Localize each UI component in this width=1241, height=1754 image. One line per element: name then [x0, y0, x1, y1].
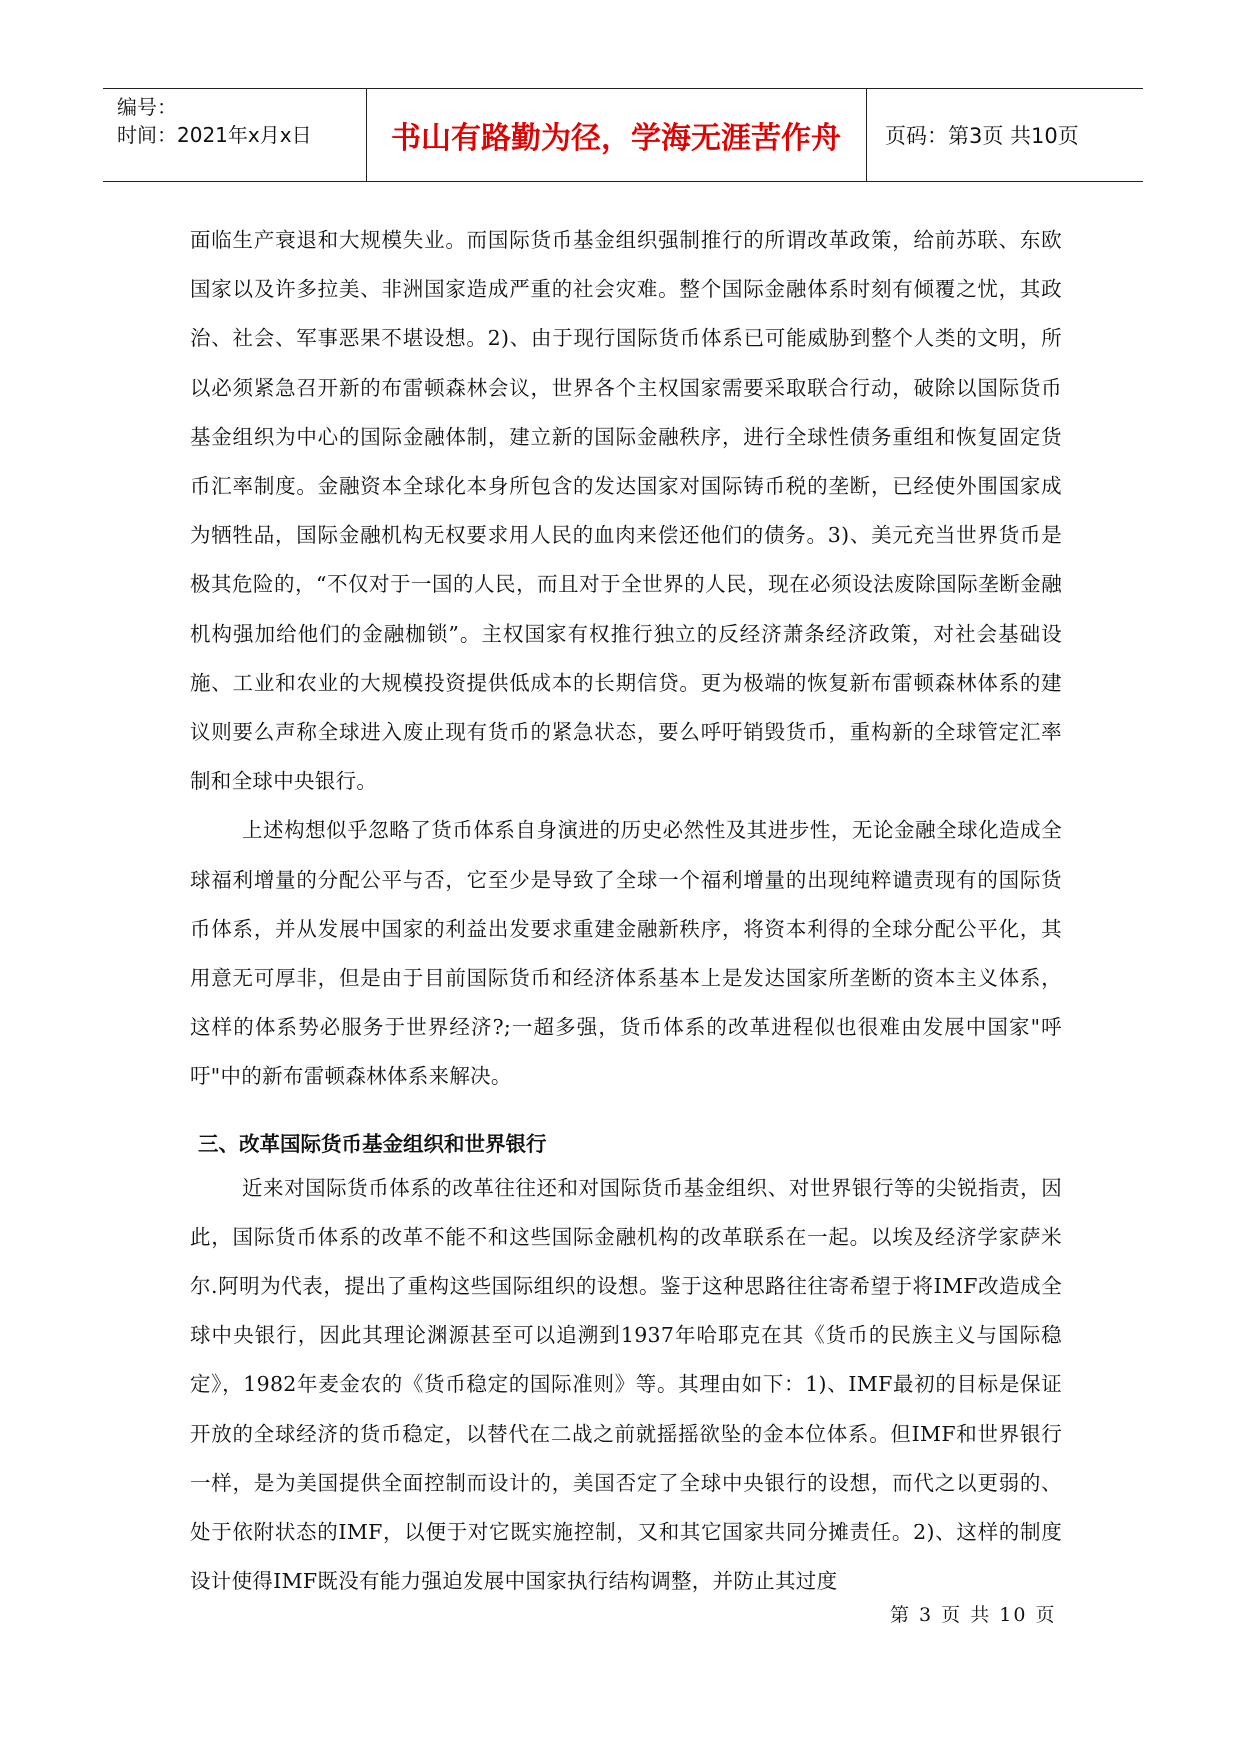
header-motto: 书山有路勤为径，学海无涯苦作舟 — [391, 121, 841, 156]
body-paragraph-3: 近来对国际货币体系的改革往往还和对国际货币基金组织、对世界银行等的尖锐指责，因此，国际货币体系的改革不能不和这些国际金融机构的改革联系在一起。以埃及经济学家萨米尔.阿明为代表，提出了重构这些国际组织的设想。鉴于这种思路往往寄希望于将IMF改造成全球中央银行，因此其理论渊源甚至可以追溯到1937年哈耶克在其《货币的民族主义与国际稳定》，1982年麦金农的《货币稳定的国际准则》等。其理由如下：1)、IMF最初的目标是保证开放的全球经济的货币稳定，以替代在二战之前就摇摇欲坠的金本位体系。但IMF和世界银行一样，是为美国提供全面控制而设计的，美国否定了全球中央银行的设想，而代之以更弱的、处于依附状态的IMF，以便于对它既实施控制，又和其它国家共同分摊责任。2)、这样的制度设计使得IMF既没有能力强迫发展中国家执行结构调整，并防止其过度 — [190, 1175, 1062, 1594]
body-paragraph-2: 上述构想似乎忽略了货币体系自身演进的历史必然性及其进步性，无论金融全球化造成全球福利增量的分配公平与否，它至少是导致了全球一个福利增量的出现纯粹谴责现有的国际货币体系，并从发展中国家的利益出发要求重建金融新秩序，将资本利得的全球分配公平化，其用意无可厚非，但是由于目前国际货币和经济体系基本上是发达国家所垄断的资本主义体系，这样的体系势必服务于世界经济?;一超多强，货币体系的改革进程似也很难由发展中国家"呼吁"中的新布雷顿森林体系来解决。 — [190, 818, 1062, 1089]
header-divider-left — [366, 89, 367, 181]
page-footer: 第 3 页 共 10 页 — [890, 1604, 1057, 1626]
header-meta — [117, 93, 312, 149]
header-time-label: 时间：2021年x月x日 — [117, 123, 312, 147]
document-header — [103, 88, 1143, 182]
header-divider-right — [866, 89, 867, 181]
header-page-info: 页码：第3页 共10页 — [885, 124, 1079, 148]
document-body — [190, 216, 1062, 1606]
section-heading: 三、改革国际货币基金组织和世界银行 — [198, 1131, 547, 1156]
body-paragraph-1: 面临生产衰退和大规模失业。而国际货币基金组织强制推行的所谓改革政策，给前苏联、东欧国家以及许多拉美、非洲国家造成严重的社会灾难。整个国际金融体系时刻有倾覆之忧，其政治、社会、军事恶果不堪设想。2)、由于现行国际货币体系已可能威胁到整个人类的文明，所以必须紧急召开新的布雷顿森林会议，世界各个主权国家需要采取联合行动，破除以国际货币基金组织为中心的国际金融体制，建立新的国际金融秩序，进行全球性债务重组和恢复固定货币汇率制度。金融资本全球化本身所包含的发达国家对国际铸币税的垄断，已经使外围国家成为牺牲品，国际金融机构无权要求用人民的血肉来偿还他们的债务。3)、美元充当世界货币是极其危险的，“不仅对于一国的人民，而且对于全世界的人民，现在必须设法废除国际垄断金融机构强加给他们的金融枷锁”。主权国家有权推行独立的反经济萧条经济政策，对社会基础设施、工业和农业的大规模投资提供低成本的长期信贷。更为极端的恢复新布雷顿森林体系的建议则要么声称全球进入废止现有货币的紧急状态，要么呼吁销毁货币，重构新的全球管定汇率制和全球中央银行。 — [190, 228, 1062, 794]
header-number-label: 编号： — [117, 95, 177, 119]
